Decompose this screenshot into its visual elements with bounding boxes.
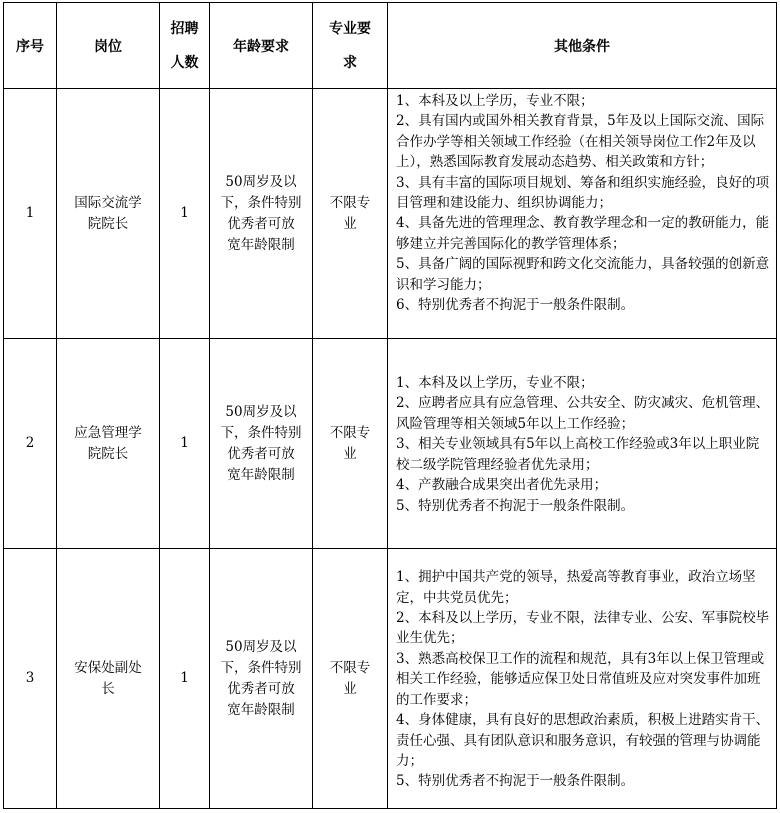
row-position-line1: 应急管理学 [74,424,142,441]
table-row [4,549,777,809]
row-position-line2: 院院长 [87,215,129,232]
row-major [313,89,388,339]
row-conditions [388,339,777,549]
row-position [57,89,160,339]
row-age [210,89,313,339]
table-row [4,89,777,339]
condition-item: 5、特别优秀者不拘泥于一般条件限制。 [396,497,635,514]
header-age: 年龄要求 [210,3,313,89]
row-count: 1 [160,339,210,549]
header-major-line1: 专业要 [329,20,371,37]
row-age-line4: 宽年龄限制 [227,701,295,718]
header-major [313,3,388,89]
row-position-line1: 国际交流学 [74,194,142,211]
header-major-line2: 求 [343,54,357,71]
header-seq: 序号 [4,3,57,89]
condition-item: 2、本科及以上学历，专业不限，法律专业、公安、军事院校毕业生优先； [396,610,770,647]
row-position-line2: 长 [101,680,115,697]
header-count-line1: 招聘 [170,20,199,37]
condition-item: 3、相关专业领域具有5年以上高校工作经验或3年以上职业院校二级学院管理经验者优先录用； [396,436,760,473]
condition-item: 5、具备广阔的国际视野和跨文化交流能力，具备较强的创新意识和学习能力； [396,256,770,293]
row-conditions [388,549,777,809]
condition-item: 1、拥护中国共产党的领导，热爱高等教育事业，政治立场坚定，中共党员优先； [396,569,756,606]
row-position [57,549,160,809]
table-row [4,339,777,549]
row-major-line1: 不限专 [329,659,371,676]
condition-item: 6、特别优秀者不拘泥于一般条件限制。 [396,297,635,314]
condition-item: 1、本科及以上学历，专业不限； [396,375,594,392]
header-other: 其他条件 [388,3,777,89]
condition-item: 3、熟悉高校保卫工作的流程和规范，具有3年以上保卫管理或相关工作经验，能够适应保卫处日常值班及应对突发事件加班的工作要求； [396,650,765,708]
row-count: 1 [160,549,210,809]
row-age-line2: 下，条件特别 [220,194,302,211]
condition-item: 2、具有国内或国外相关教育背景，5年及以上国际交流、国际合作办学等相关领域工作经验（在相关领导岗位工作2年及以上），熟悉国际教育发展动态趋势、相关政策和方针； [396,113,765,171]
recruitment-table [3,2,777,809]
row-age-line3: 优秀者可放 [227,445,295,462]
row-position-line1: 安保处副处 [74,659,142,676]
condition-item: 4、具备先进的管理理念、教育教学理念和一定的教研能力，能够建立并完善国际化的教学管理体系； [396,215,770,252]
row-major-line1: 不限专 [329,194,371,211]
row-major-line2: 业 [343,215,357,232]
condition-item: 4、产教融合成果突出者优先录用； [396,477,608,494]
header-count-line2: 人数 [170,54,199,71]
row-conditions [388,89,777,339]
row-age-line1: 50周岁及以 [225,403,297,420]
row-age-line4: 宽年龄限制 [227,466,295,483]
row-seq: 3 [4,549,57,809]
row-age-line4: 宽年龄限制 [227,236,295,253]
row-age-line3: 优秀者可放 [227,215,295,232]
row-age [210,339,313,549]
row-seq: 2 [4,339,57,549]
row-major-line2: 业 [343,680,357,697]
condition-item: 3、具有丰富的国际项目规划、筹备和组织实施经验，良好的项目管理和建设能力、组织协调能力； [396,174,770,212]
row-count: 1 [160,89,210,339]
row-major [313,549,388,809]
condition-item: 4、身体健康，具有良好的思想政治素质，积极上进踏实肯干、责任心强、具有团队意识和服务意识，有较强的管理与协调能力； [396,712,770,769]
header-row [4,3,777,89]
row-age-line1: 50周岁及以 [225,173,297,190]
row-major [313,339,388,549]
row-position [57,339,160,549]
row-seq: 1 [4,89,57,339]
condition-item: 2、应聘者应具有应急管理、公共安全、防灾减灾、危机管理、风险管理等相关领域5年以上工作经验； [396,395,770,432]
header-count [160,3,210,89]
row-age-line1: 50周岁及以 [225,638,297,655]
row-age-line3: 优秀者可放 [227,680,295,697]
header-position: 岗位 [57,3,160,89]
row-age-line2: 下，条件特别 [220,659,302,676]
row-age [210,549,313,809]
row-age-line2: 下，条件特别 [220,424,302,441]
condition-item: 1、本科及以上学历，专业不限； [396,93,594,109]
condition-item: 5、特别优秀者不拘泥于一般条件限制。 [396,773,635,790]
row-major-line1: 不限专 [329,424,371,441]
row-major-line2: 业 [343,445,357,462]
row-position-line2: 院院长 [87,445,129,462]
